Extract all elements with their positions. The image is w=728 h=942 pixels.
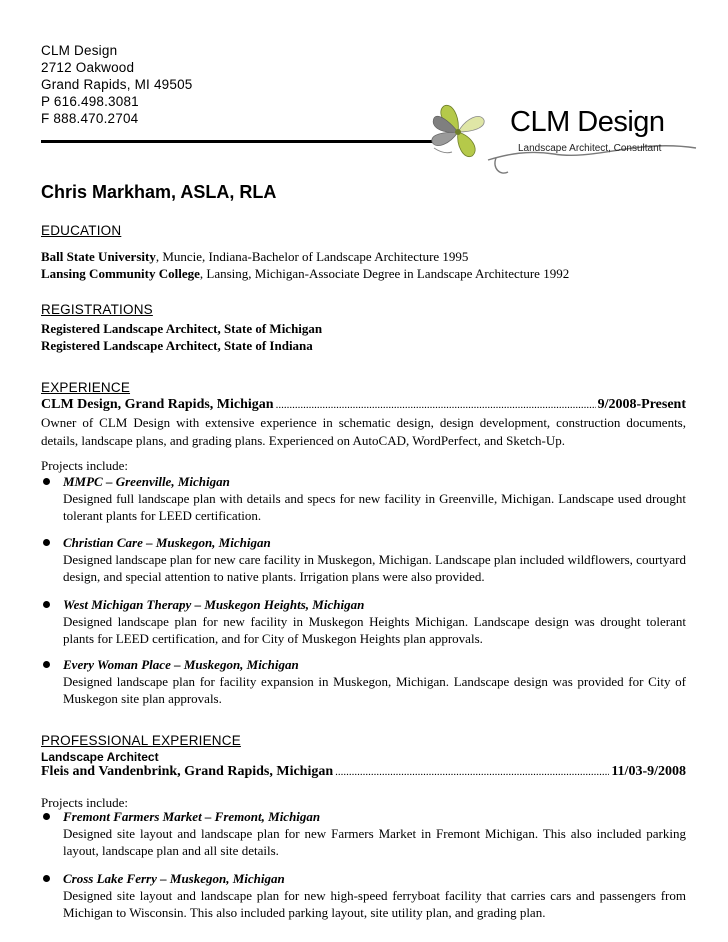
education-detail: , Lansing, Michigan-Associate Degree in Landscape Architecture 1992 bbox=[199, 266, 570, 281]
project-description: Designed site layout and landscape plan for new high-speed ferryboat facility that carries cars and passengers from Michigan to Wisconsin. This also included parking layout, site utility plan, and grading plan. bbox=[63, 888, 686, 920]
professional-heading: PROFESSIONAL EXPERIENCE bbox=[41, 733, 241, 748]
project-title: Every Woman Place – Muskegon, Michigan bbox=[63, 657, 299, 672]
project-description: Designed landscape plan for new facility in Muskegon Heights Michigan. Landscape design was drought tolerant plants for LEED certification, and for City of Muskegon Heights plan approvals. bbox=[63, 614, 686, 646]
list-item bbox=[41, 656, 686, 707]
list-item bbox=[41, 808, 686, 859]
experience-job-line bbox=[41, 397, 686, 413]
leader-dots bbox=[276, 399, 596, 411]
education-heading: EDUCATION bbox=[41, 223, 122, 238]
experience-employer: CLM Design, Grand Rapids, Michigan bbox=[41, 397, 274, 412]
education-school: Lansing Community College bbox=[41, 266, 200, 281]
education-detail: , Muncie, Indiana-Bachelor of Landscape Architecture 1995 bbox=[155, 249, 469, 264]
education-entry bbox=[41, 266, 686, 282]
project-title: West Michigan Therapy – Muskegon Heights, Michigan bbox=[63, 597, 365, 612]
contact-city: Grand Rapids, MI 49505 bbox=[41, 77, 193, 92]
registrations-heading: REGISTRATIONS bbox=[41, 302, 153, 317]
contact-phone: P 616.498.3081 bbox=[41, 94, 139, 109]
experience-summary: Owner of CLM Design with extensive experience in schematic design, design development, construction documents, details, landscape plans, and grading plans. Experienced on AutoCAD, WordPerfect, and Sketch-Up. bbox=[41, 415, 686, 448]
header-rule bbox=[41, 140, 441, 143]
education-entry bbox=[41, 249, 686, 265]
bullet-icon bbox=[43, 539, 50, 546]
education-school: Ball State University bbox=[41, 249, 156, 264]
project-description: Designed landscape plan for new care facility in Muskegon, Michigan. Landscape plan included wildflowers, courtyard design, and special attention to native plants. Irrigation plans were also provided. bbox=[63, 552, 686, 584]
experience-projects-label: Projects include: bbox=[41, 458, 129, 473]
bullet-icon bbox=[43, 601, 50, 608]
contact-street: 2712 Oakwood bbox=[41, 60, 135, 75]
professional-job-line bbox=[41, 764, 686, 780]
candidate-name: Chris Markham, ASLA, RLA bbox=[41, 182, 277, 202]
professional-dates: 11/03-9/2008 bbox=[611, 764, 686, 779]
project-title: Cross Lake Ferry – Muskegon, Michigan bbox=[63, 871, 285, 886]
professional-role: Landscape Architect bbox=[41, 750, 159, 764]
professional-projects-label: Projects include: bbox=[41, 795, 129, 810]
leader-dots bbox=[335, 766, 609, 778]
project-description: Designed site layout and landscape plan for new Farmers Market in Fremont Michigan. This also included parking layout, landscape plan and all site details. bbox=[63, 826, 686, 858]
contact-company: CLM Design bbox=[41, 43, 118, 58]
contact-block bbox=[41, 42, 192, 127]
contact-fax: F 888.470.2704 bbox=[41, 111, 139, 126]
bullet-icon bbox=[43, 661, 50, 668]
professional-employer: Fleis and Vandenbrink, Grand Rapids, Michigan bbox=[41, 764, 334, 779]
bullet-icon bbox=[43, 875, 50, 882]
bullet-icon bbox=[43, 813, 50, 820]
logo-subtitle: Landscape Architect, Consultant bbox=[518, 143, 662, 154]
experience-dates: 9/2008-Present bbox=[597, 397, 686, 412]
project-title: Christian Care – Muskegon, Michigan bbox=[63, 535, 271, 550]
registration-item: Registered Landscape Architect, State of Michigan bbox=[41, 321, 323, 336]
list-item bbox=[41, 473, 686, 524]
project-description: Designed full landscape plan with details and specs for new facility in Greenville, Michigan. Landscape used drought tolerant plants for LEED certification. bbox=[63, 491, 686, 523]
bullet-icon bbox=[43, 478, 50, 485]
project-title: Fremont Farmers Market – Fremont, Michigan bbox=[63, 809, 321, 824]
registration-item: Registered Landscape Architect, State of Indiana bbox=[41, 338, 313, 353]
list-item bbox=[41, 534, 686, 585]
list-item bbox=[41, 596, 686, 647]
project-title: MMPC – Greenville, Michigan bbox=[63, 474, 230, 489]
list-item bbox=[41, 870, 686, 921]
logo-title: CLM Design bbox=[510, 106, 665, 138]
project-description: Designed landscape plan for facility expansion in Muskegon, Michigan. Landscape design was provided for City of Muskegon site plan approvals. bbox=[63, 674, 686, 706]
experience-heading: EXPERIENCE bbox=[41, 380, 131, 395]
